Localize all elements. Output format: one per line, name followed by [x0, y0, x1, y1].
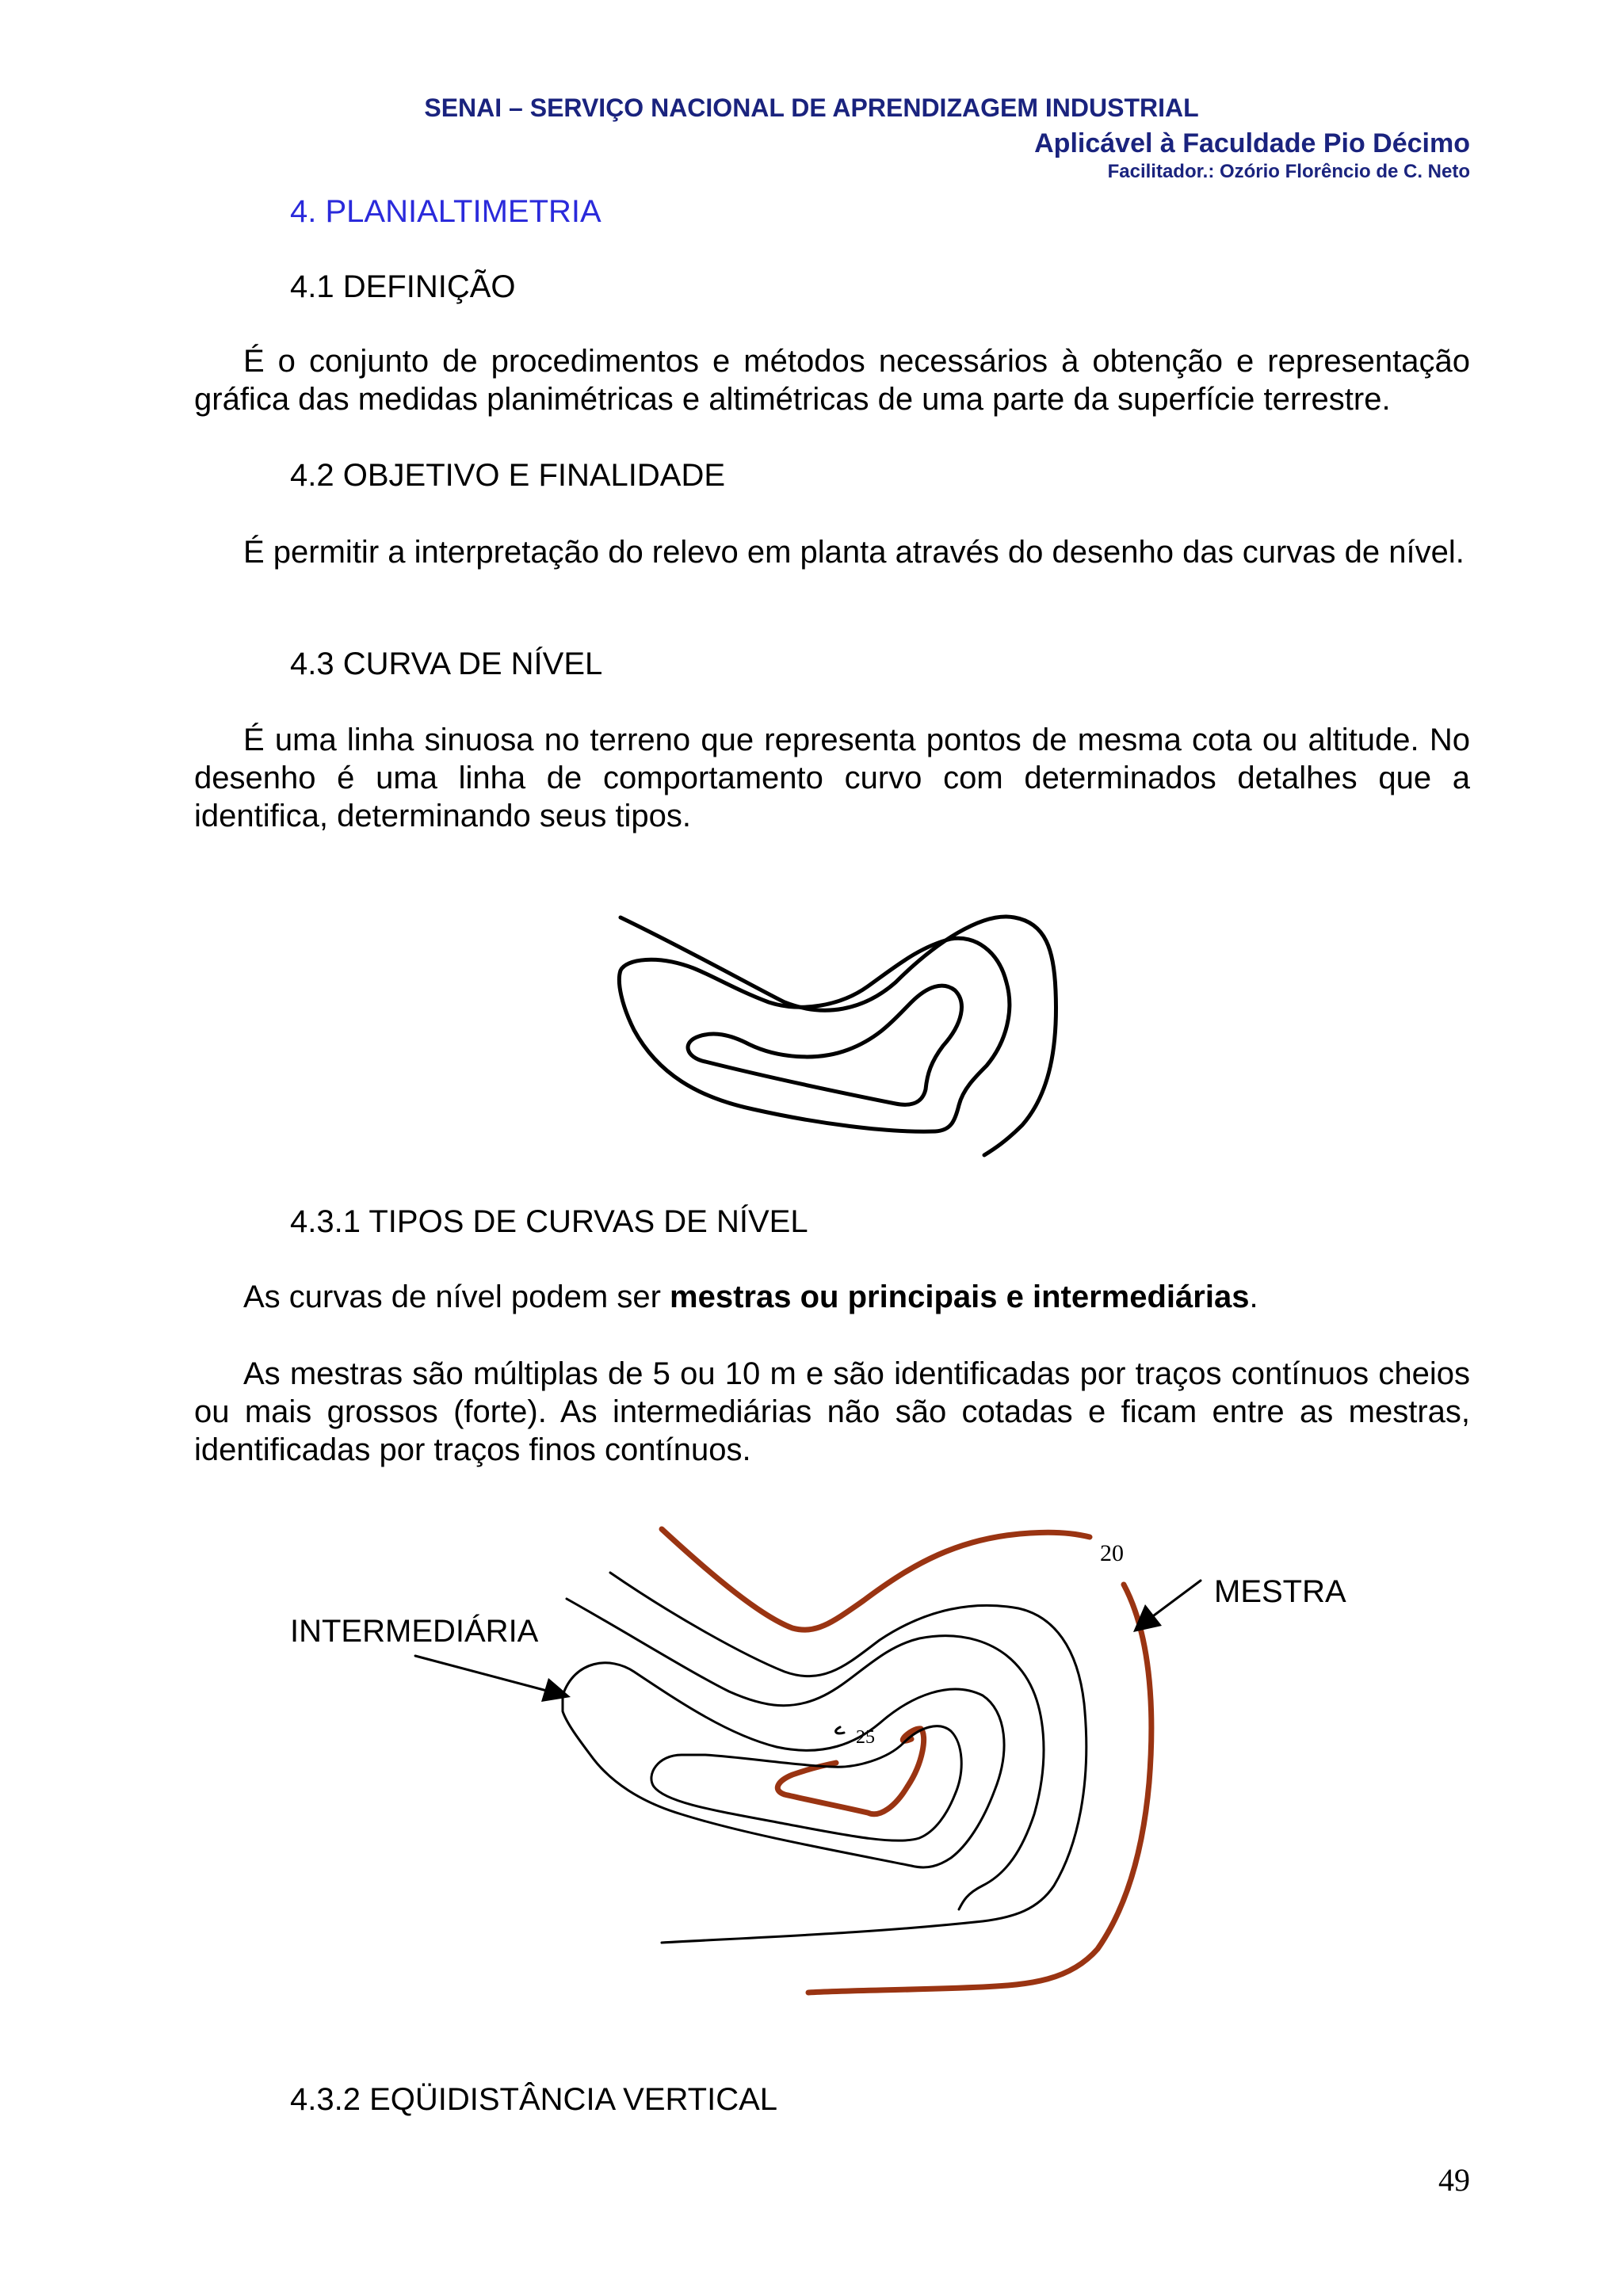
- header-course: Aplicável à Faculdade Pio Décimo: [1034, 128, 1470, 158]
- label-mestra: MESTRA: [1214, 1574, 1346, 1609]
- heading-definicao: 4.1 DEFINIÇÃO: [290, 269, 516, 304]
- header-institution: SENAI – SERVIÇO NACIONAL DE APRENDIZAGEM INDUSTRIAL: [424, 93, 1199, 122]
- label-elevation-25: 25: [856, 1727, 875, 1748]
- intermediate-contour-4: [651, 1726, 961, 1841]
- label-elevation-20: 20: [1100, 1540, 1124, 1566]
- arrow-intermediate-line: [415, 1656, 559, 1694]
- heading-tipos-curvas: 4.3.1 TIPOS DE CURVAS DE NÍVEL: [290, 1204, 808, 1239]
- page-number: 49: [1438, 2162, 1470, 2198]
- heading-curva-de-nivel: 4.3 CURVA DE NÍVEL: [290, 646, 603, 681]
- paragraph-tipos-end: .: [1249, 1280, 1258, 1314]
- paragraph-objetivo-text: É permitir a interpretação do relevo em planta através do desenho das curvas de nível.: [243, 535, 1465, 570]
- heading-objetivo: 4.2 OBJETIVO E FINALIDADE: [290, 458, 726, 493]
- master-contour-outer: [662, 1529, 1090, 1630]
- arrow-master-line: [1148, 1581, 1201, 1620]
- paragraph-definicao-text: É o conjunto de procedimentos e métodos necessários à obtenção e representação gráfica das medidas planimétricas e altimétricas de uma parte da superfície terrestre.: [194, 344, 1470, 417]
- header-facilitator: Facilitador.: Ozório Florêncio de C. Neto: [1107, 161, 1470, 182]
- intermediate-contour-3: [563, 1663, 1004, 1867]
- arrow-intermediate-head: [541, 1678, 571, 1702]
- paragraph-tipos-lead: As curvas de nível podem ser: [243, 1280, 670, 1314]
- intermediate-contour-outer-left: [836, 1727, 844, 1733]
- intermediate-contour-1: [610, 1573, 1086, 1943]
- paragraph-mestras-text: As mestras são múltiplas de 5 ou 10 m e são identificadas por traços contínuos cheios ou mais grossos (forte). As intermediárias não são cotadas e ficam entre as mestras, identificadas por traços finos contínuos.: [194, 1356, 1470, 1467]
- heading-equidistancia: 4.3.2 EQÜIDISTÂNCIA VERTICAL: [290, 2082, 778, 2117]
- section-title: 4. PLANIALTIMETRIA: [290, 194, 601, 229]
- intermediate-contour-2: [567, 1599, 1044, 1909]
- label-intermediaria: INTERMEDIÁRIA: [290, 1614, 539, 1649]
- paragraph-tipos-bold: mestras ou principais e intermediárias: [670, 1280, 1250, 1314]
- paragraph-curva-de-nivel-text: É uma linha sinuosa no terreno que representa pontos de mesma cota ou altitude. No desenho é uma linha de comportamento curvo com determinados detalhes que a identifica, determinando seus tipos.: [194, 723, 1470, 833]
